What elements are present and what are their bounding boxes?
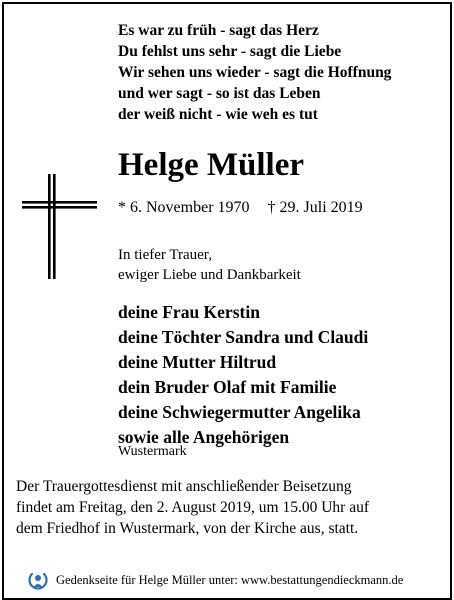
- mourning-line: In tiefer Trauer,: [118, 247, 212, 263]
- poem-line: der weiß nicht - wie weh es tut: [118, 106, 318, 123]
- family-member: deine Schwiegermutter Angelika: [118, 402, 361, 422]
- family-member: deine Töchter Sandra und Claudi: [118, 327, 369, 347]
- family-member: sowie alle Angehörigen: [118, 427, 290, 447]
- death-date: † 29. Juli 2019: [267, 199, 363, 216]
- mourning-line: ewiger Liebe und Dankbarkeit: [118, 267, 301, 283]
- family-list: [118, 300, 368, 450]
- poem-line: Wir sehen uns wieder - sagt die Hoffnung: [118, 64, 392, 81]
- family-member: deine Mutter Hiltrud: [118, 352, 277, 372]
- deceased-name: Helge Müller: [118, 147, 305, 183]
- cross-icon: [22, 174, 97, 279]
- service-line: dem Friedhof in Wustermark, von der Kirche aus, statt.: [16, 520, 359, 537]
- life-dates: [118, 198, 363, 218]
- mourning-text: [118, 245, 301, 285]
- poem: [118, 20, 391, 125]
- memorial-page-link[interactable]: Gedenkseite für Helge Müller unter: www.bestattungendieckmann.de: [56, 573, 404, 587]
- service-line: findet am Freitag, den 2. August 2019, um 15.00 Uhr auf: [16, 499, 370, 516]
- service-line: Der Trauergottesdienst mit anschließender Beisetzung: [16, 478, 352, 495]
- poem-line: Es war zu früh - sagt das Herz: [118, 22, 319, 39]
- poem-line: und wer sagt - so ist das Leben: [118, 85, 321, 102]
- birth-date: * 6. November 1970: [118, 199, 250, 216]
- memorial-logo-icon: [28, 570, 48, 590]
- family-member: dein Bruder Olaf mit Familie: [118, 377, 337, 397]
- poem-line: Du fehlst uns sehr - sagt die Liebe: [118, 43, 342, 60]
- family-member: deine Frau Kerstin: [118, 302, 260, 322]
- memorial-footer: [28, 569, 403, 591]
- place-name: Wustermark: [118, 444, 187, 459]
- service-announcement: [16, 476, 440, 539]
